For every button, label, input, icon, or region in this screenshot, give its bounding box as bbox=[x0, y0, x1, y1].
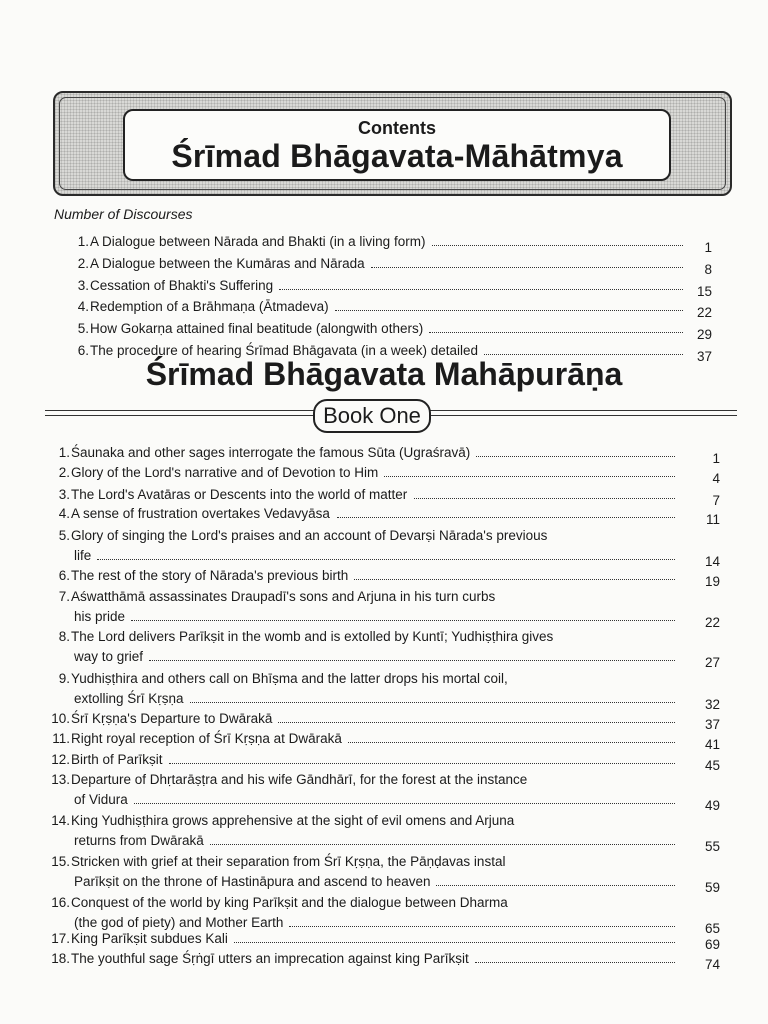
entry-number: 12. bbox=[51, 752, 70, 767]
dot-leader bbox=[190, 700, 675, 703]
entry-number: 13. bbox=[51, 772, 70, 787]
entry-title-line: Parīkṣit on the throne of Hastināpura and ascend to heaven bbox=[74, 874, 431, 889]
entry-title: How Gokarṇa attained final beatitude (alongwith others) bbox=[90, 321, 424, 336]
dot-leader bbox=[371, 265, 683, 268]
page-number: 22 bbox=[704, 615, 720, 630]
page-number: 69 bbox=[704, 937, 720, 952]
dot-leader bbox=[337, 515, 675, 518]
dot-leader bbox=[475, 960, 675, 963]
page-number: 37 bbox=[696, 349, 712, 364]
dot-leader bbox=[484, 352, 683, 355]
dot-leader bbox=[279, 287, 683, 290]
entry-title-line: Glory of the Lord's narrative and of Devotion to Him bbox=[71, 465, 379, 480]
entry-number: 11. bbox=[52, 731, 70, 746]
entry-number: 10. bbox=[51, 711, 70, 726]
dot-leader bbox=[436, 883, 675, 886]
dot-leader bbox=[134, 801, 675, 804]
page-number: 14 bbox=[704, 554, 720, 569]
entry-title-line: Conquest of the world by king Parīkṣit and the dialogue between Dharma bbox=[71, 895, 508, 910]
contents-heading: Contents bbox=[358, 118, 436, 138]
dot-leader bbox=[210, 842, 675, 845]
entry-number: 2. bbox=[58, 465, 70, 480]
page-number: 41 bbox=[704, 737, 720, 752]
page-number: 1 bbox=[704, 240, 712, 255]
page-number: 1 bbox=[712, 451, 720, 466]
page-number: 8 bbox=[704, 262, 712, 277]
entry-title: Cessation of Bhakti's Suffering bbox=[90, 278, 274, 293]
page-number: 37 bbox=[704, 717, 720, 732]
entry-number: 5. bbox=[77, 321, 89, 336]
entry-title-line: life bbox=[74, 548, 92, 563]
page-number: 22 bbox=[696, 305, 712, 320]
entry-title-line: Right royal reception of Śrī Kṛṣṇa at Dwārakā bbox=[71, 731, 342, 746]
entry-number: 3. bbox=[58, 487, 70, 502]
dot-leader bbox=[97, 557, 675, 560]
entry-title-line: Yudhiṣṭhira and others call on Bhīṣma and the latter drops his mortal coil, bbox=[71, 671, 508, 686]
dot-leader bbox=[354, 577, 675, 580]
dot-leader bbox=[476, 454, 675, 457]
entry-title-line: (the god of piety) and Mother Earth bbox=[74, 915, 284, 930]
entry-number: 9. bbox=[58, 671, 70, 686]
entry-title-line: King Yudhiṣṭhira grows apprehensive at the sight of evil omens and Arjuna bbox=[71, 813, 515, 828]
page-number: 65 bbox=[704, 921, 720, 936]
entry-title-line: Birth of Parīkṣit bbox=[71, 752, 163, 767]
entry-number: 15. bbox=[51, 854, 70, 869]
entry-title: Redemption of a Brāhmaṇa (Ātmadeva) bbox=[90, 299, 329, 314]
entry-title-line: Stricken with grief at their separation from Śrī Kṛṣṇa, the Pāṇḍavas instal bbox=[71, 854, 506, 869]
page-number: 55 bbox=[704, 839, 720, 854]
mahapurana-title: Śrīmad Bhāgavata Mahāpurāṇa bbox=[145, 356, 623, 392]
entry-title-line: returns from Dwārakā bbox=[74, 833, 204, 848]
contents-banner bbox=[53, 91, 732, 196]
page-number: 49 bbox=[704, 798, 720, 813]
dot-leader bbox=[335, 308, 683, 311]
entry-title-line: extolling Śrī Kṛṣṇa bbox=[74, 691, 184, 706]
page-number: 29 bbox=[696, 327, 712, 342]
page-number: 19 bbox=[704, 574, 720, 589]
title-box bbox=[123, 109, 671, 181]
entry-number: 2. bbox=[77, 256, 89, 271]
entry-title-line: The Lord delivers Parīkṣit in the womb and is extolled by Kuntī; Yudhiṣṭhira gives bbox=[71, 629, 554, 644]
entry-title-line: Śaunaka and other sages interrogate the famous Sūta (Ugraśravā) bbox=[71, 445, 471, 460]
dot-leader bbox=[278, 720, 675, 723]
entry-title: A Dialogue between the Kumāras and Nārada bbox=[90, 256, 365, 271]
entry-number: 18. bbox=[51, 951, 70, 966]
dot-leader bbox=[169, 761, 675, 764]
entry-number: 17. bbox=[51, 931, 70, 946]
dot-leader bbox=[348, 740, 675, 743]
entry-title-line: way to grief bbox=[74, 649, 144, 664]
dot-leader bbox=[289, 924, 675, 927]
page-number: 59 bbox=[704, 880, 720, 895]
entry-number: 1. bbox=[77, 234, 89, 249]
entry-title-line: Śrī Kṛṣṇa's Departure to Dwārakā bbox=[71, 711, 273, 726]
entry-number: 1. bbox=[58, 445, 70, 460]
entry-number: 6. bbox=[58, 568, 70, 583]
page-number: 15 bbox=[696, 284, 712, 299]
entry-number: 4. bbox=[77, 299, 89, 314]
entry-title-line: The youthful sage Śṛṅgī utters an imprecation against king Parīkṣit bbox=[71, 951, 469, 966]
entry-title-line: of Vidura bbox=[74, 792, 128, 807]
dot-leader bbox=[429, 330, 683, 333]
entry-number: 14. bbox=[51, 813, 70, 828]
entry-title-line: Glory of singing the Lord's praises and an account of Devarṣi Nārada's previous bbox=[71, 528, 548, 543]
dot-leader bbox=[234, 940, 675, 943]
book-one-label: Book One bbox=[313, 399, 431, 433]
entry-title-line: The Lord's Avatāras or Descents into the world of matter bbox=[71, 487, 408, 502]
dot-leader bbox=[131, 618, 675, 621]
entry-title: A Dialogue between Nārada and Bhakti (in a living form) bbox=[90, 234, 426, 249]
entry-title-line: King Parīkṣit subdues Kali bbox=[71, 931, 228, 946]
dot-leader bbox=[414, 496, 675, 499]
page-number: 27 bbox=[704, 655, 720, 670]
entry-number: 16. bbox=[51, 895, 70, 910]
entry-number: 7. bbox=[58, 589, 70, 604]
dot-leader bbox=[384, 474, 675, 477]
entry-title-line: his pride bbox=[74, 609, 126, 624]
entry-number: 3. bbox=[77, 278, 89, 293]
dot-leader bbox=[432, 243, 683, 246]
page-number: 45 bbox=[704, 758, 720, 773]
entry-number: 4. bbox=[58, 506, 70, 521]
page-number: 74 bbox=[704, 957, 720, 972]
entry-title-line: The rest of the story of Nārada's previous birth bbox=[71, 568, 349, 583]
dot-leader bbox=[149, 658, 675, 661]
entry-number: 5. bbox=[58, 528, 70, 543]
entry-number: 8. bbox=[58, 629, 70, 644]
section-label: Number of Discourses bbox=[54, 206, 193, 222]
page-number: 32 bbox=[704, 697, 720, 712]
mahatmya-title: Śrīmad Bhāgavata-Māhātmya bbox=[171, 138, 623, 174]
entry-title-line: Aśwatthāmā assassinates Draupadī's sons and Arjuna in his turn curbs bbox=[71, 589, 496, 604]
entry-title: The procedure of hearing Śrīmad Bhāgavata (in a week) detailed bbox=[90, 343, 478, 358]
entry-number: 6. bbox=[77, 343, 89, 358]
entry-title-line: Departure of Dhṛtarāṣṭra and his wife Gāndhārī, for the forest at the instance bbox=[71, 772, 528, 787]
page-number: 11 bbox=[705, 512, 720, 527]
page-number: 4 bbox=[712, 471, 720, 486]
page-number: 7 bbox=[712, 493, 720, 508]
entry-title-line: A sense of frustration overtakes Vedavyāsa bbox=[71, 506, 330, 521]
